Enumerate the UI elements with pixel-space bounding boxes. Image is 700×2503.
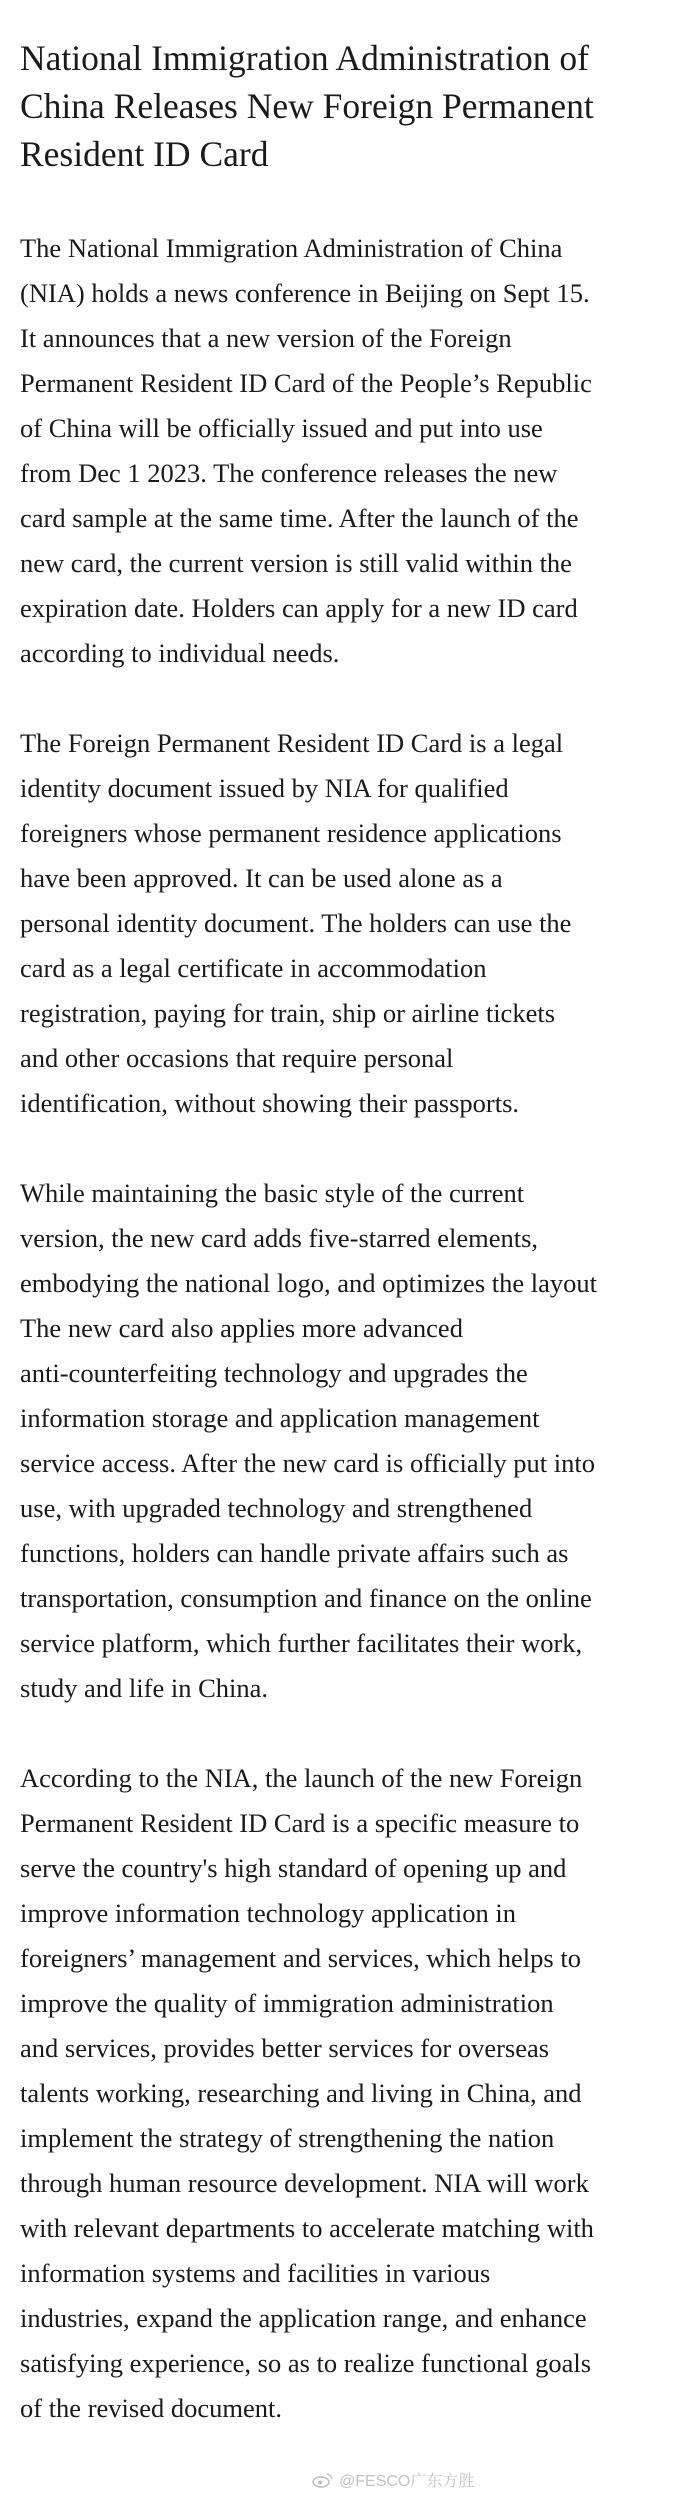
paragraph-line: use, with upgraded technology and strengthened	[20, 1493, 533, 1523]
paragraph-line: anti-counterfeiting technology and upgrades the	[20, 1358, 528, 1388]
paragraph-line: It announces that a new version of the Foreign	[20, 323, 512, 353]
weibo-logo-icon	[312, 2472, 334, 2488]
article-paragraph	[20, 1171, 680, 1711]
paragraph-line: service platform, which further facilitates their work,	[20, 1628, 583, 1658]
paragraph-line: foreigners’ management and services, which helps to	[20, 1943, 581, 1973]
paragraph-line: version, the new card adds five-starred elements,	[20, 1223, 539, 1253]
paragraph-line: (NIA) holds a news conference in Beijing on Sept 15.	[20, 278, 590, 308]
paragraph-line: While maintaining the basic style of the current	[20, 1178, 525, 1208]
paragraph-line: improve information technology application in	[20, 1898, 517, 1928]
paragraph-line: card sample at the same time. After the launch of the	[20, 503, 579, 533]
article-title	[20, 34, 680, 178]
paragraph-line: The new card also applies more advanced	[20, 1313, 463, 1343]
paragraph-line: talents working, researching and living in China, and	[20, 2078, 582, 2108]
paragraph-line: study and life in China.	[20, 1673, 269, 1703]
watermark-text: @FESCO广东方胜	[339, 2473, 475, 2490]
paragraph-line: identity document issued by NIA for qualified	[20, 773, 509, 803]
title-line: China Releases New Foreign Permanent	[20, 86, 594, 126]
paragraph-line: and services, provides better services for overseas	[20, 2033, 550, 2063]
paragraph-line: According to the NIA, the launch of the new Foreign	[20, 1763, 583, 1793]
paragraph-line: transportation, consumption and finance on the online	[20, 1583, 592, 1613]
paragraph-line: according to individual needs.	[20, 638, 340, 668]
paragraph-line: identification, without showing their passports.	[20, 1088, 520, 1118]
paragraph-line: personal identity document. The holders can use the	[20, 908, 572, 938]
paragraph-line: registration, paying for train, ship or airline tickets	[20, 998, 556, 1028]
paragraph-line: Permanent Resident ID Card of the People’s Republic	[20, 368, 592, 398]
article-paragraph	[20, 226, 680, 676]
title-line: National Immigration Administration of	[20, 38, 589, 78]
paragraph-line: card as a legal certificate in accommodation	[20, 953, 487, 983]
paragraph-line: functions, holders can handle private affairs such as	[20, 1538, 569, 1568]
paragraph-line: implement the strategy of strengthening the nation	[20, 2123, 555, 2153]
paragraph-line: foreigners whose permanent residence applications	[20, 818, 562, 848]
paragraph-line: Permanent Resident ID Card is a specific measure to	[20, 1808, 580, 1838]
paragraph-line: of China will be officially issued and put into use	[20, 413, 543, 443]
paragraph-line: satisfying experience, so as to realize functional goals	[20, 2348, 592, 2378]
paragraph-line: embodying the national logo, and optimizes the layout	[20, 1268, 597, 1298]
paragraph-line: information systems and facilities in various	[20, 2258, 491, 2288]
paragraph-line: and other occasions that require personal	[20, 1043, 454, 1073]
paragraph-line: of the revised document.	[20, 2393, 282, 2423]
paragraph-line: industries, expand the application range, and enhance	[20, 2303, 587, 2333]
paragraph-line: The National Immigration Administration of China	[20, 233, 563, 263]
watermark	[312, 2468, 474, 2491]
paragraph-line: from Dec 1 2023. The conference releases the new	[20, 458, 558, 488]
paragraph-line: The Foreign Permanent Resident ID Card is a legal	[20, 728, 564, 758]
paragraph-line: information storage and application management	[20, 1403, 540, 1433]
article-body	[20, 226, 680, 2431]
article-paragraph	[20, 1756, 680, 2431]
paragraph-line: with relevant departments to accelerate matching with	[20, 2213, 594, 2243]
paragraph-line: expiration date. Holders can apply for a new ID card	[20, 593, 578, 623]
paragraph-line: new card, the current version is still valid within the	[20, 548, 572, 578]
paragraph-line: through human resource development. NIA will work	[20, 2168, 589, 2198]
paragraph-line: serve the country's high standard of opening up and	[20, 1853, 567, 1883]
paragraph-line: improve the quality of immigration administration	[20, 1988, 554, 2018]
title-line: Resident ID Card	[20, 134, 269, 174]
paragraph-line: service access. After the new card is officially put into	[20, 1448, 595, 1478]
paragraph-line: have been approved. It can be used alone as a	[20, 863, 503, 893]
article-paragraph	[20, 721, 680, 1126]
